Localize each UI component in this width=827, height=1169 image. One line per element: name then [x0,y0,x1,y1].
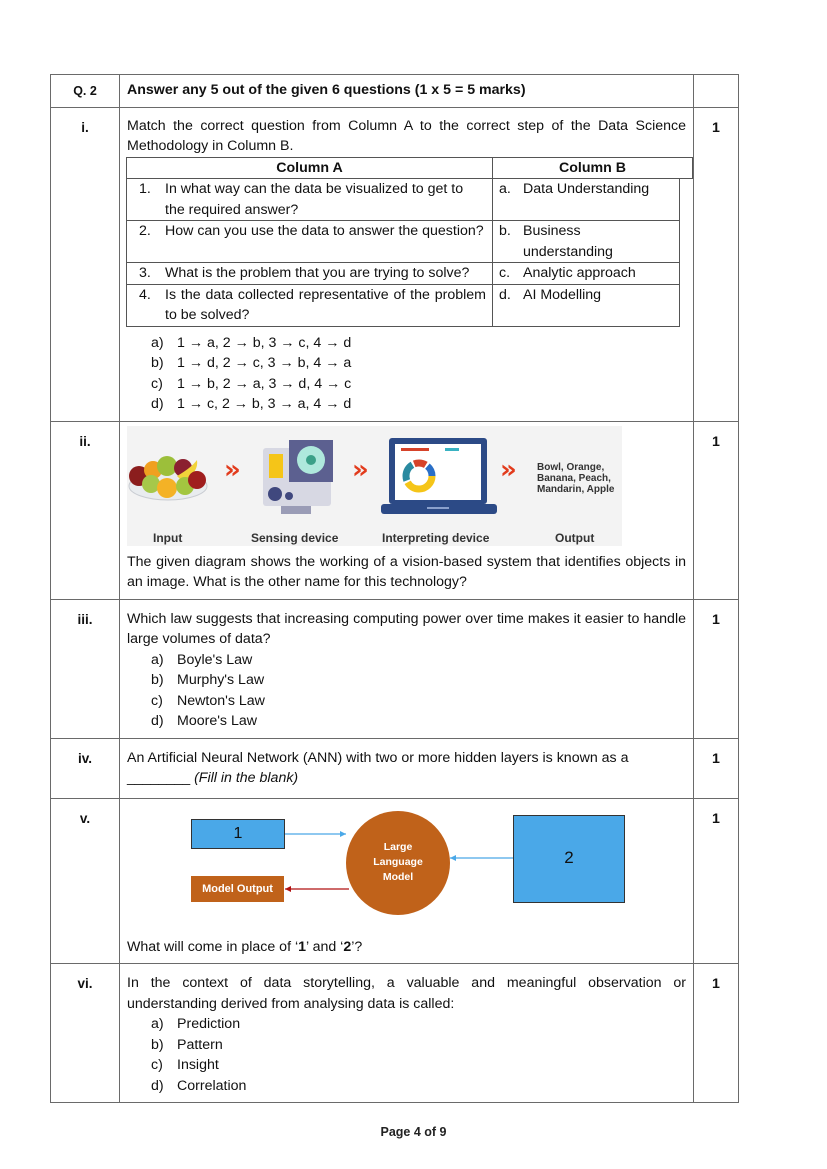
option-label: c) [151,692,163,709]
question-body [120,738,694,798]
question-table [50,74,739,1103]
option-text: Moore's Law [177,713,257,729]
flow-arrow-icon: » [224,454,233,485]
options-list [127,333,686,415]
option-label: d) [151,713,164,729]
match-row [127,179,693,221]
option-label: a) [151,651,164,668]
option-label: d) [151,396,164,412]
column-b-text: AI Modelling [523,286,602,303]
option-label: b) [151,672,164,688]
column-b-text: Business understanding [523,223,613,260]
text-bold-1: 1 [298,938,306,955]
option-text: Correlation [177,1077,247,1094]
option-d [151,394,686,415]
llm-circle-label: Large Language Model [373,841,423,883]
column-a-text: How can you use the data to answer the question? [165,223,484,239]
match-table [126,157,693,327]
question-body [120,421,694,599]
text-part: ’? [351,938,363,955]
option-text: Boyle's Law [177,651,253,668]
question-marks: 1 [694,738,739,798]
question-text: Which law suggests that increasing computing power over time makes it easier to handle large volumes of data? [127,610,686,647]
option-text: Newton's Law [177,692,265,709]
question-text: The given diagram shows the working of a vision-based system that identifies objects in an image. What is the other name for this technology? [127,553,686,590]
question-text [127,748,686,789]
vision-system-diagram [127,426,622,546]
spacer [680,221,693,263]
column-a-header: Column A [127,157,493,179]
camera-sensing-device-icon [259,436,339,520]
option-label: a) [151,334,164,351]
question-number: vi. [51,964,120,1103]
question-number: v. [51,798,120,964]
option-c [151,374,686,395]
item-letter: d. [499,286,511,303]
item-letter: a. [499,181,511,197]
column-a-text: What is the problem that you are trying to solve? [165,265,470,281]
section-number: Q. 2 [51,75,120,108]
question-body [120,599,694,738]
option-label: c) [151,1057,163,1073]
option-a [151,1014,686,1035]
match-row [127,221,693,263]
question-number: i. [51,107,120,421]
column-b-text: Data Understanding [523,181,650,197]
text-bold-2: 2 [343,938,352,955]
option-a [151,650,686,671]
fill-blank: ________ [127,770,191,786]
placeholder-box-2: 2 [513,815,625,903]
option-c [151,1055,686,1076]
stage-label-interpreting: Interpreting device [382,530,490,545]
item-number: 4. [139,286,151,303]
question-row-iv [51,738,739,798]
option-label: b) [151,1036,164,1053]
spacer [680,263,693,285]
question-number: iv. [51,738,120,798]
section-header-row [51,75,739,108]
spacer [680,179,693,221]
option-text: 1 → b, 2 → a, 3 → d, 4 → c [177,375,352,392]
match-row [127,263,693,285]
match-table-header [127,157,693,179]
question-body [120,107,694,421]
flow-arrow-icon: » [352,454,361,485]
column-b-text: Analytic approach [523,265,636,281]
llm-circle [346,811,450,915]
question-body [120,798,694,964]
option-c [151,691,686,712]
question-marks: 1 [694,599,739,738]
option-label: b) [151,355,164,371]
question-text [127,937,686,958]
options-list [127,1014,686,1096]
column-b-header: Column B [493,157,693,179]
option-b [151,353,686,374]
model-output-box: Model Output [191,876,284,902]
option-text: 1 → d, 2 → c, 3 → b, 4 → a [177,355,352,371]
llm-diagram [127,803,687,933]
option-a [151,333,686,354]
item-number: 2. [139,223,151,239]
stage-label-input: Input [153,530,183,545]
text-part: What will come in place of ‘ [127,938,299,955]
question-row-ii [51,421,739,599]
question-row-vi [51,964,739,1103]
flow-arrow-icon: » [500,454,509,485]
spacer [680,284,693,326]
option-text: Pattern [177,1036,223,1053]
text-part: ’ and ‘ [306,938,344,955]
question-text: In the context of data storytelling, a valuable and meaningful observation or understanding derived from analysing data is called: [127,975,686,1012]
option-text: Murphy's Law [177,672,265,688]
question-text: Match the correct question from Column A to the correct step of the Data Science Methodology in Column B. [127,117,686,154]
item-number: 3. [139,265,151,281]
option-text: 1 → c, 2 → b, 3 → a, 4 → d [177,396,352,412]
item-letter: b. [499,223,511,239]
fruit-bowl-icon [127,446,209,506]
question-marks: 1 [694,964,739,1103]
option-label: c) [151,375,163,392]
question-number: iii. [51,599,120,738]
section-instruction: Answer any 5 out of the given 6 questions (1 x 5 = 5 marks) [120,75,694,108]
laptop-interpreting-device-icon [379,434,499,522]
question-body [120,964,694,1103]
question-text-main: An Artificial Neural Network (ANN) with two or more hidden layers is known as a [127,749,629,766]
fill-blank-hint: (Fill in the blank) [194,770,299,786]
option-text: 1 → a, 2 → b, 3 → c, 4 → d [177,334,352,351]
question-row-i [51,107,739,421]
option-label: a) [151,1016,164,1032]
placeholder-box-1: 1 [191,819,285,849]
output-objects-text: Bowl, Orange, Banana, Peach, Mandarin, Apple [537,461,615,495]
option-d [151,1076,686,1097]
option-text: Prediction [177,1016,241,1032]
page-number: Page 4 of 9 [380,1125,447,1139]
question-marks: 1 [694,798,739,964]
options-list [127,650,686,732]
stage-label-sensing: Sensing device [251,530,339,545]
question-number: ii. [51,421,120,599]
item-letter: c. [499,265,511,281]
option-label: d) [151,1077,164,1094]
option-text: Insight [177,1057,219,1073]
option-d [151,711,686,732]
option-b [151,670,686,691]
item-number: 1. [139,181,151,197]
question-row-iii [51,599,739,738]
option-b [151,1035,686,1056]
column-a-text: In what way can the data be visualized to get to the required answer? [165,181,464,218]
section-marks-empty [694,75,739,108]
question-marks: 1 [694,421,739,599]
match-row [127,284,693,326]
question-marks: 1 [694,107,739,421]
question-row-v [51,798,739,964]
stage-label-output: Output [555,530,595,545]
column-a-text: Is the data collected representative of the problem to be solved? [165,286,486,323]
